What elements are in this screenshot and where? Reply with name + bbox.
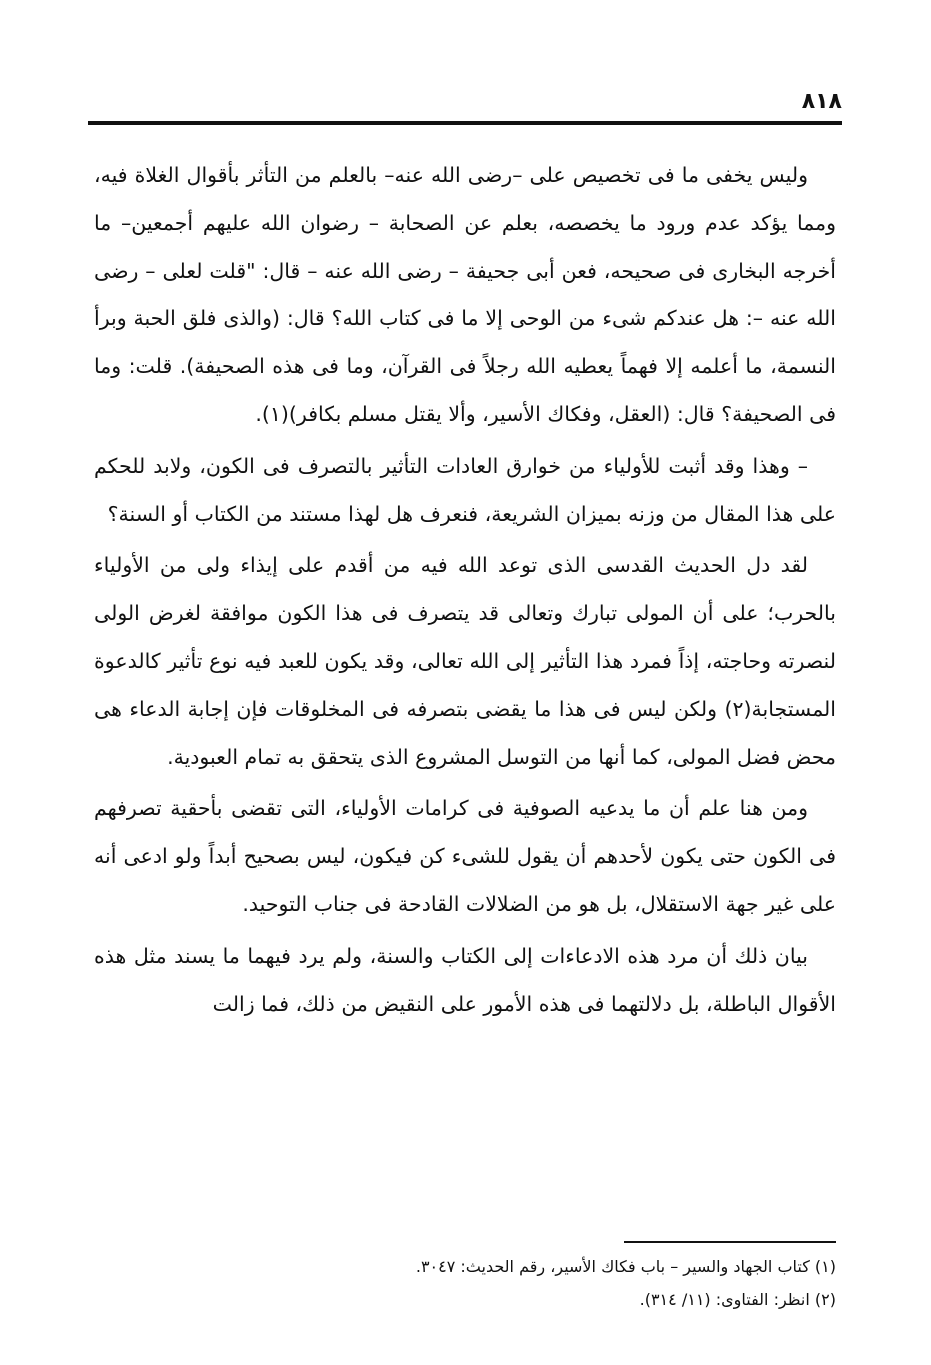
footnotes [94,1250,836,1316]
footnote-2: (٢) انظر: الفتاوى: (١١/ ٣١٤). [639,1290,836,1309]
paragraph-3: لقد دل الحديث القدسى الذى توعد الله فيه من أقدم على إيذاء ولى من الأولياء بالحرب؛ على أن المولى تبارك وتعالى قد يتصرف فى هذا الكون موافقة لغرض الولى لنصرته وحاجته، إذاً فمرد هذا التأثير إلى الله تعالى، وقد يكون للعبد فيه نوع تأثير كالدعوة المستجابة(٢) ولكن ليس فى هذا ما يقضى بتصرفه فى المخلوقات فإن إجابة الدعاء هى محض فضل المولى، كما أنها من التوسل المشروع الذى يتحقق به تمام العبودية. [94,553,836,769]
footnote-1: (١) كتاب الجهاد والسير – باب فكاك الأسير، رقم الحديث: ٣٠٤٧. [415,1257,836,1276]
paragraph-2: – وهذا وقد أثبت للأولياء من خوارق العادات التأثير بالتصرف فى الكون، ولابد للحكم على هذا المقال من وزنه بميزان الشريعة، فنعرف هل لهذا مستند من الكتاب أو السنة؟ [94,453,836,526]
paragraph-4: ومن هنا علم أن ما يدعيه الصوفية فى كرامات الأولياء، التى تقضى بأحقية تصرفهم فى الكون حتى يكون لأحدهم أن يقول للشىء كن فيكون، ليس بصحيح أبداً ولو ادعى أنه على غير جهة الاستقلال، بل هو من الضلالات القادحة فى جناب التوحيد. [94,796,836,916]
body-text [94,152,836,1032]
paragraph-5: بيان ذلك أن مرد هذه الادعاءات إلى الكتاب والسنة، ولم يرد فيهما ما يسند مثل هذه الأقوال الباطلة، بل دلالتهما فى هذه الأمور على النقيض من ذلك، فما زالت [94,943,836,1016]
header-rule [88,121,842,125]
page-number: ٨١٨ [801,89,842,114]
paragraph-1: وليس يخفى ما فى تخصيص على –رضى الله عنه– بالعلم من التأثر بأقوال الغلاة فيه، ومما يؤكد عدم ورود ما يخصصه، بعلم عن الصحابة – رضوان الله عليهم أجمعين– ما أخرجه البخارى فى صحيحه، فعن أبى جحيفة – رضى الله عنه – قال: "قلت لعلى – رضى الله عنه –: هل عندكم شىء من الوحى إلا ما فى كتاب الله؟ قال: (والذى فلق الحبة وبرأ النسمة، ما أعلمه إلا فهماً يعطيه الله رجلاً فى القرآن، وما فى هذه الصحيفة). قلت: وما فى الصحيفة؟ قال: (العقل، وفكاك الأسير، وألا يقتل مسلم بكافر)(١). [94,163,836,426]
footnote-rule [624,1241,836,1243]
